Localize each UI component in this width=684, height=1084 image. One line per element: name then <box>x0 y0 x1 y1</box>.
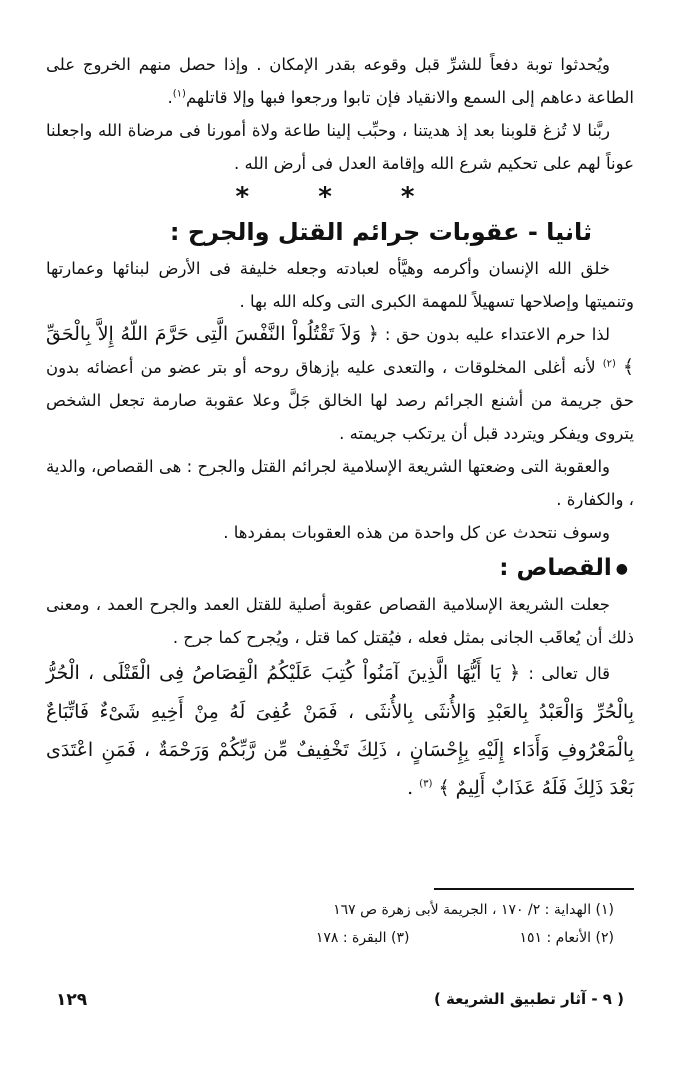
quran-verse-2: ﴿ يَا أَيُّهَا الَّذِينَ آمَنُواْ كُتِبَ عَلَيْكُمُ الْقِصَاصُ فِى الْقَتْلَى ، الْحُرُّ بِالْحُرِّ وَالْعَبْدُ بِالعَبْدِ وَالأُنثَى بِالأُنثَى ، فَمَنْ عُفِىَ لَهُ مِنْ أَخِيهِ شَىْءٌ فَاتِّبَاعٌ بِالْمَعْرُوفِ وَأَدَاء إِلَيْهِ بِإِحْسَانٍ ، ذَلِكَ تَخْفِيفٌ مِّن رَّبِّكُمْ وَرَحْمَةٌ ، فَمَنِ اعْتَدَى بَعْدَ ذَلِكَ فَلَهُ عَذَابٌ أَلِيمٌ ﴾ <box>46 661 634 799</box>
footnote-row-2 <box>94 924 614 952</box>
footnote-ref-2: (٢) <box>602 358 616 370</box>
paragraph-1-end: . <box>167 88 173 107</box>
paragraph-4 <box>46 318 634 450</box>
paragraph-8-end: . <box>407 776 414 799</box>
footnote-ref-1: (١) <box>172 88 186 100</box>
paragraph-5: والعقوبة التى وضعتها الشريعة الإسلامية لجرائم القتل والجرح : هى القصاص، والدية ، والكفارة . <box>46 457 634 509</box>
section-title: ثانيا - عقوبات جرائم القتل والجرح : <box>169 218 592 246</box>
footnote-2: (٢) الأنعام : ١٥١ <box>519 930 614 946</box>
paragraph-8 <box>46 654 634 807</box>
quran-verse-1: ﴿ وَلاَ تَقْتُلُواْ النَّفْسَ الَّتِى حَرَّمَ اللّهُ إِلاَّ بِالْحَقِّ ﴾ <box>46 323 634 378</box>
page-footer <box>46 990 634 1020</box>
paragraph-1-text: ويُحدثوا توبة دفعاً للشرِّ قبل وقوعه بقدر الإمكان . وإذا حصل منهم الخروج على الطاعة دعاهم إلى السمع والانقياد فإن تابوا ورجعوا فبها وإلا قاتلهم <box>46 55 634 107</box>
running-title: ( ٩ - آثار تطبيق الشريعة ) <box>433 990 624 1008</box>
footnote-ref-3: (٣) <box>419 778 433 790</box>
paragraph-3: خلق الله الإنسان وأكرمه وهيَّأه لعبادته وجعله خليفة فى الأرض لبنائها وعمارتها وتنميتها وإصلاحها تسهيلاً للمهمة الكبرى التى وكله الله بها . <box>46 259 634 311</box>
page-body <box>46 48 634 807</box>
footnotes <box>94 896 614 952</box>
paragraph-2: ربَّنا لا تُزغ قلوبنا بعد إذ هديتنا ، وحبِّب إلينا طاعة ولاة أمورنا فى مرضاة الله واجعلنا عوناً لهم على تحكيم شرع الله وإقامة العدل فى أرض الله . <box>46 121 634 173</box>
section-separator-stars: * * * <box>235 182 445 212</box>
footnote-3: (٣) البقرة : ١٧٨ <box>315 930 410 946</box>
paragraph-4-rest: لأنه أغلى المخلوقات ، والتعدى عليه بإزهاق روحه أو بتر عضو من أعضائه بدون حق جريمة من أشنع الجرائم رصد لها الخالق جَلَّ وعلا عقوبة صارمة تجعل الشخص يتروى ويفكر ويتردد قبل أن يرتكب جريمته . <box>46 358 634 443</box>
subsection-title <box>46 549 634 588</box>
paragraph-7: جعلت الشريعة الإسلامية القصاص عقوبة أصلية للقتل العمد والجرح العمد ، ومعنى ذلك أن يُعاقَب الجانى بمثل فعله ، فيُقتل كما قتل ، ويُجرح كما جرح . <box>46 594 634 647</box>
subsection-title-text: القصاص : <box>499 555 612 581</box>
paragraph-1 <box>46 48 634 114</box>
paragraph-4-intro: لذا حرم الاعتداء عليه بدون حق : <box>384 325 610 344</box>
paragraph-6: وسوف نتحدث عن كل واحدة من هذه العقوبات بمفردها . <box>223 523 610 542</box>
paragraph-8-intro: قال تعالى : <box>528 663 611 683</box>
page-number: ١٢٩ <box>56 990 88 1010</box>
footnote-rule <box>434 888 634 890</box>
footnote-1: (١) الهداية : ٢/ ١٧٠ ، الجريمة لأبى زهرة ص ١٦٧ <box>333 902 614 918</box>
bullet-icon: ● <box>615 560 628 577</box>
